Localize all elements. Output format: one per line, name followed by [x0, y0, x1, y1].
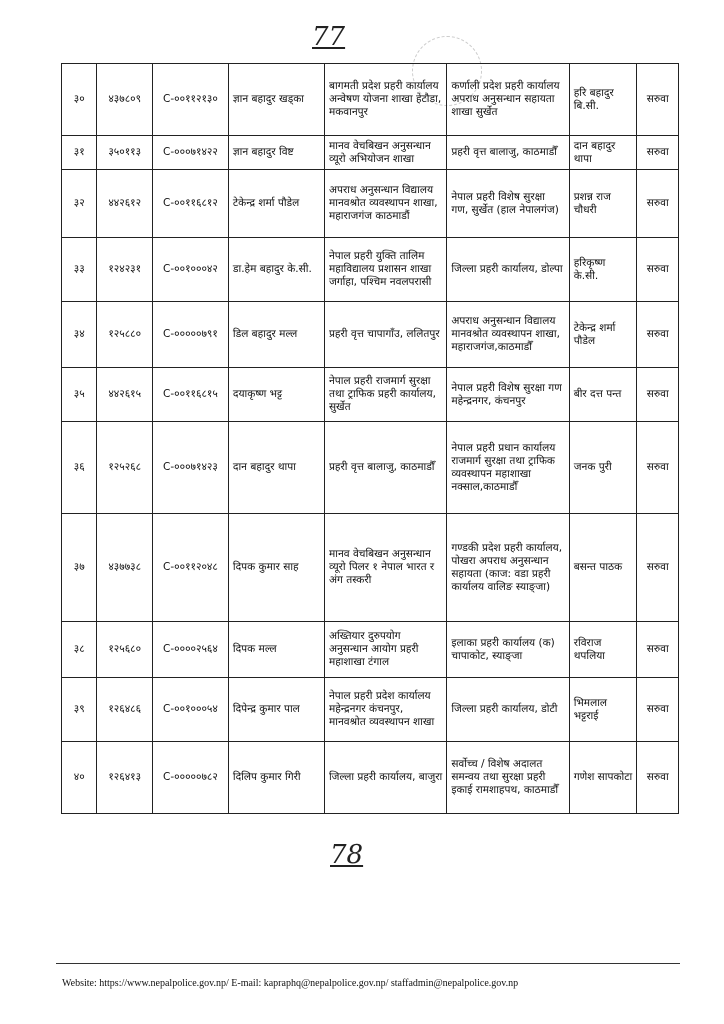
employee-number-cell: १२४२३१ — [97, 238, 153, 302]
employee-number-cell: १२५८८० — [97, 302, 153, 368]
footer-divider — [56, 963, 680, 964]
code-number-cell: C-०००७१४२२ — [153, 136, 229, 170]
transfer-office-cell: इलाका प्रहरी कार्यालय (क) चापाकोट, स्याङ्जा — [447, 622, 569, 678]
table-row — [62, 302, 679, 368]
table-row — [62, 514, 679, 622]
replacement-name-cell: टेकेन्द्र शर्मा पौडेल — [569, 302, 637, 368]
employee-name-cell: दिपेन्द्र कुमार पाल — [228, 678, 324, 742]
remark-cell: सरुवा — [637, 368, 679, 422]
employee-name-cell: दान बहादुर थापा — [228, 422, 324, 514]
remark-cell: सरुवा — [637, 170, 679, 238]
replacement-name-cell: बीर दत्त पन्त — [569, 368, 637, 422]
transfer-office-cell: सर्वोच्च / विशेष अदालत समन्वय तथा सुरक्षा प्रहरी इकाई रामशाहपथ, काठमाडौँ — [447, 742, 569, 814]
code-number-cell: C-००११२०४८ — [153, 514, 229, 622]
serial-number-cell: ३१ — [62, 136, 97, 170]
employee-number-cell: ४३७८०९ — [97, 64, 153, 136]
table-row — [62, 422, 679, 514]
employee-name-cell: टेकेन्द्र शर्मा पौडेल — [228, 170, 324, 238]
code-number-cell: C-०००७१४२३ — [153, 422, 229, 514]
table-row — [62, 622, 679, 678]
table-row — [62, 136, 679, 170]
employee-number-cell: ४३७७३८ — [97, 514, 153, 622]
employee-name-cell: ज्ञान बहादुर खड्का — [228, 64, 324, 136]
table-row — [62, 238, 679, 302]
serial-number-cell: ३७ — [62, 514, 97, 622]
serial-number-cell: ३६ — [62, 422, 97, 514]
replacement-name-cell: बसन्त पाठक — [569, 514, 637, 622]
employee-name-cell: ज्ञान बहादुर विष्ट — [228, 136, 324, 170]
transfer-office-cell: जिल्ला प्रहरी कार्यालय, डोटी — [447, 678, 569, 742]
employee-name-cell: दिलिप कुमार गिरी — [228, 742, 324, 814]
transfer-office-cell: नेपाल प्रहरी विशेष सुरक्षा गण, सुर्खेत (हाल नेपालगंज) — [447, 170, 569, 238]
code-number-cell: C-००११६८१२ — [153, 170, 229, 238]
transfer-office-cell: अपराध अनुसन्धान विद्यालय मानवश्रोत व्यवस्थापन शाखा, महाराजगंज,काठमाडौँ — [447, 302, 569, 368]
current-office-cell: अपराध अनुसन्धान विद्यालय मानवश्रोत व्यवस्थापन शाखा, महाराजगंज काठमाडौं — [324, 170, 446, 238]
replacement-name-cell: रविराज थपलिया — [569, 622, 637, 678]
serial-number-cell: ३९ — [62, 678, 97, 742]
table-row — [62, 678, 679, 742]
table-row — [62, 368, 679, 422]
remark-cell: सरुवा — [637, 64, 679, 136]
transfer-office-cell: कर्णाली प्रदेश प्रहरी कार्यालय अपराध अनुसन्धान सहायता शाखा सुर्खेत — [447, 64, 569, 136]
current-office-cell: अख्तियार दुरुपयोग अनुसन्धान आयोग प्रहरी महाशाखा टंगाल — [324, 622, 446, 678]
replacement-name-cell: जनक पुरी — [569, 422, 637, 514]
employee-number-cell: १२६४८६ — [97, 678, 153, 742]
serial-number-cell: ३२ — [62, 170, 97, 238]
employee-name-cell: डा.हेम बहादुर के.सी. — [228, 238, 324, 302]
current-office-cell: जिल्ला प्रहरी कार्यालय, बाजुरा — [324, 742, 446, 814]
code-number-cell: C-००११२१३० — [153, 64, 229, 136]
code-number-cell: C-००१०००५४ — [153, 678, 229, 742]
current-office-cell: प्रहरी वृत्त बालाजु, काठमाडौँ — [324, 422, 446, 514]
serial-number-cell: ३५ — [62, 368, 97, 422]
employee-name-cell: डिल बहादुर मल्ल — [228, 302, 324, 368]
remark-cell: सरुवा — [637, 742, 679, 814]
serial-number-cell: ३४ — [62, 302, 97, 368]
transfer-office-cell: गण्डकी प्रदेश प्रहरी कार्यालय, पोखरा अपराध अनुसन्धान सहायता (काज: वडा प्रहरी कार्यालय वालिङ स्याङ्जा) — [447, 514, 569, 622]
replacement-name-cell: भिमलाल भट्टराई — [569, 678, 637, 742]
remark-cell: सरुवा — [637, 422, 679, 514]
employee-name-cell: दिपक कुमार साह — [228, 514, 324, 622]
current-office-cell: बागमती प्रदेश प्रहरी कार्यालय अन्वेषण योजना शाखा हेटौडा, मकवानपुर — [324, 64, 446, 136]
remark-cell: सरुवा — [637, 622, 679, 678]
remark-cell: सरुवा — [637, 238, 679, 302]
code-number-cell: C-००११६८१५ — [153, 368, 229, 422]
employee-number-cell: १२५२६८ — [97, 422, 153, 514]
transfer-office-cell: नेपाल प्रहरी विशेष सुरक्षा गण महेन्द्रनगर, कंचनपुर — [447, 368, 569, 422]
remark-cell: सरुवा — [637, 514, 679, 622]
transfer-office-cell: प्रहरी वृत्त बालाजु, काठमाडौँ — [447, 136, 569, 170]
roster-body — [62, 64, 679, 814]
remark-cell: सरुवा — [637, 678, 679, 742]
serial-number-cell: ३० — [62, 64, 97, 136]
current-office-cell: नेपाल प्रहरी प्रदेश कार्यालय महेन्द्रनगर कंचनपुर, मानवश्रोत व्यवस्थापन शाखा — [324, 678, 446, 742]
current-office-cell: नेपाल प्रहरी राजमार्ग सुरक्षा तथा ट्राफिक प्रहरी कार्यालय, सुर्खेत — [324, 368, 446, 422]
current-office-cell: मानव वेचबिखन अनुसन्धान व्यूरो पिलर १ नेपाल भारत र अंग तस्करी — [324, 514, 446, 622]
page-number-mark-top: 77 — [312, 22, 346, 52]
table-row — [62, 170, 679, 238]
code-number-cell: C-०००००७८२ — [153, 742, 229, 814]
serial-number-cell: ३३ — [62, 238, 97, 302]
replacement-name-cell: दान बहादुर थापा — [569, 136, 637, 170]
remark-cell: सरुवा — [637, 302, 679, 368]
replacement-name-cell: हरि बहादुर बि.सी. — [569, 64, 637, 136]
employee-number-cell: ३५०११३ — [97, 136, 153, 170]
current-office-cell: मानव वेचबिखन अनुसन्धान व्यूरो अभियोजन शाखा — [324, 136, 446, 170]
employee-number-cell: १२६४१३ — [97, 742, 153, 814]
code-number-cell: C-००१०००४२ — [153, 238, 229, 302]
table-row — [62, 64, 679, 136]
replacement-name-cell: गणेश सापकोटा — [569, 742, 637, 814]
employee-number-cell: ४४२६१५ — [97, 368, 153, 422]
page-number-mark-bottom: 78 — [330, 840, 364, 870]
code-number-cell: C-००००२५६४ — [153, 622, 229, 678]
code-number-cell: C-०००००७९१ — [153, 302, 229, 368]
employee-number-cell: ४४२६१२ — [97, 170, 153, 238]
serial-number-cell: ४० — [62, 742, 97, 814]
employee-name-cell: दयाकृष्ण भट्ट — [228, 368, 324, 422]
footer-contact-line: Website: https://www.nepalpolice.gov.np/ E-mail: kapraphq@nepalpolice.gov.np/ staffadmin@nepalpolice.gov.np — [62, 978, 519, 989]
transfer-roster-table — [61, 63, 679, 814]
current-office-cell: नेपाल प्रहरी युक्ति तालिम महाविद्यालय प्रशासन शाखा जर्गाहा, पश्चिम नवलपरासी — [324, 238, 446, 302]
replacement-name-cell: प्रशन्न राज चौधरी — [569, 170, 637, 238]
serial-number-cell: ३८ — [62, 622, 97, 678]
replacement-name-cell: हरिकृष्ण के.सी. — [569, 238, 637, 302]
remark-cell: सरुवा — [637, 136, 679, 170]
employee-number-cell: १२५६८० — [97, 622, 153, 678]
employee-name-cell: दिपक मल्ल — [228, 622, 324, 678]
table-row — [62, 742, 679, 814]
transfer-office-cell: जिल्ला प्रहरी कार्यालय, डोल्पा — [447, 238, 569, 302]
current-office-cell: प्रहरी वृत्त चापागाँउ, ललितपुर — [324, 302, 446, 368]
transfer-office-cell: नेपाल प्रहरी प्रधान कार्यालय राजमार्ग सुरक्षा तथा ट्राफिक व्यवस्थापन महाशाखा नक्साल,काठमाडौँ — [447, 422, 569, 514]
